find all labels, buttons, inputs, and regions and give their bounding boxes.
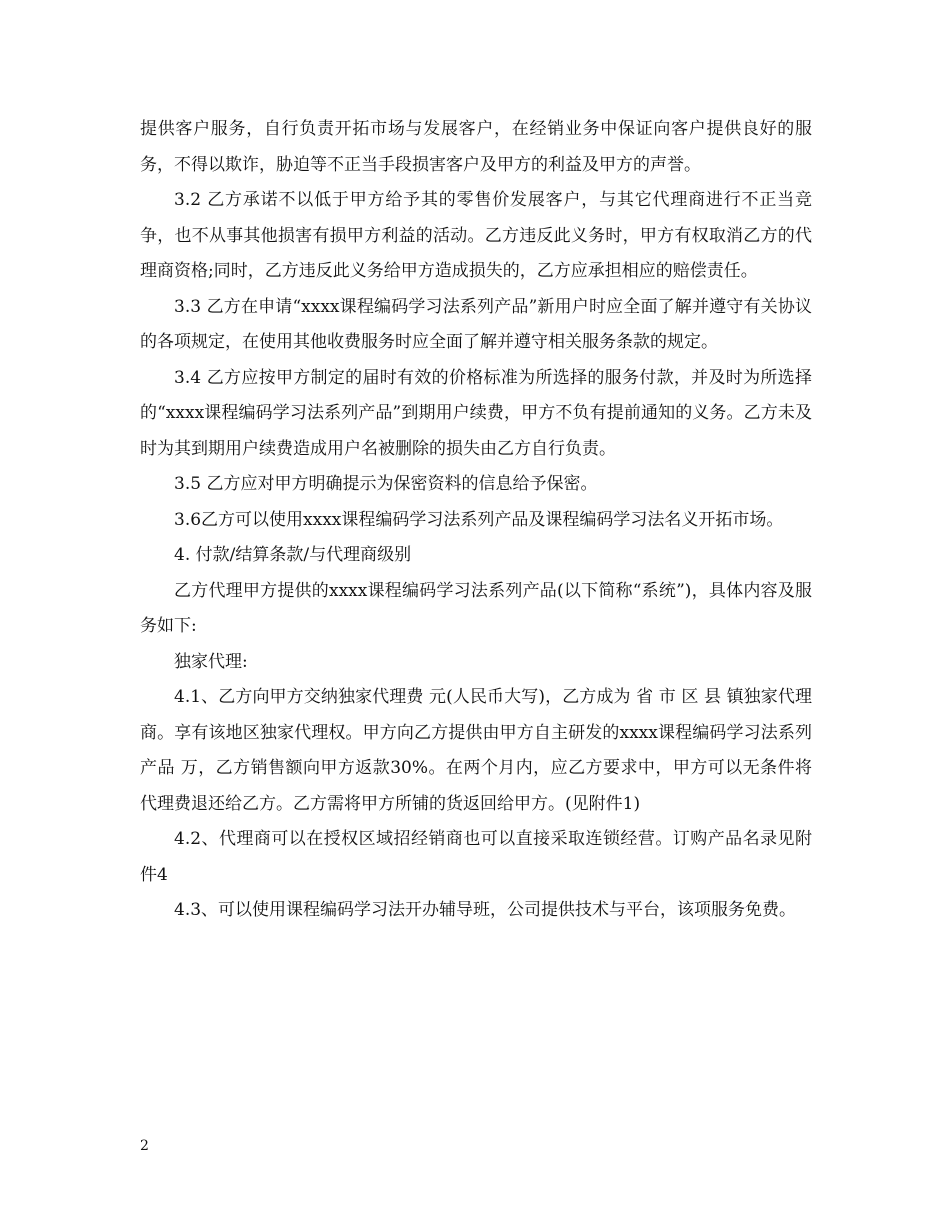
paragraph-3-5: 3.5 乙方应对甲方明确提示为保密资料的信息给予保密。 <box>174 474 598 494</box>
paragraph-3-4: 3.4 乙方应按甲方制定的届时有效的价格标准为所选择的服务付款，并及时为所选择的“xxxx课程编码学习法系列产品”到期用户续费，甲方不负有提前通知的义务。乙方未及时为其到期用户续费造成用户名被删除的损失由乙方自行负责。 <box>140 367 812 459</box>
paragraph-4-1: 4.1、乙方向甲方交纳独家代理费 元(人民币大写)，乙方成为 省 市 区 县 镇独家代理商。享有该地区独家代理权。甲方向乙方提供由甲方自主研发的xxxx课程编码学习法系列产品 万，乙方销售额向甲方返款30%。在两个月内，应乙方要求中，甲方可以无条件将代理费退还给乙方。乙方需将甲方所铺的货返回给甲方。(见附件1) <box>140 687 812 814</box>
subheading-exclusive-agency: 独家代理: <box>174 651 248 672</box>
paragraph-4-2: 4.2、代理商可以在授权区域招经销商也可以直接采取连锁经营。订购产品名录见附件4 <box>140 829 812 885</box>
paragraph-service-continuation: 提供客户服务，自行负责开拓市场与发展客户，在经销业务中保证向客户提供良好的服务，不得以欺诈，胁迫等不正当手段损害客户及甲方的利益及甲方的声誉。 <box>140 119 812 175</box>
section-heading-4: 4. 付款/结算条款/与代理商级别 <box>174 545 412 565</box>
paragraph-4-3: 4.3、可以使用课程编码学习法开办辅导班，公司提供技术与平台，该项服务免费。 <box>174 900 797 920</box>
paragraph-4-intro: 乙方代理甲方提供的xxxx课程编码学习法系列产品(以下简称“系统”)，具体内容及服务如下: <box>140 580 812 636</box>
document-body <box>140 112 812 929</box>
paragraph-3-6: 3.6乙方可以使用xxxx课程编码学习法系列产品及课程编码学习法名义开拓市场。 <box>174 509 784 530</box>
paragraph-3-3: 3.3 乙方在申请“xxxx课程编码学习法系列产品”新用户时应全面了解并遵守有关协议的各项规定，在使用其他收费服务时应全面了解并遵守相关服务条款的规定。 <box>140 296 812 352</box>
paragraph-3-2: 3.2 乙方承诺不以低于甲方给予其的零售价发展客户，与其它代理商进行不正当竞争，也不从事其他损害有损甲方利益的活动。乙方违反此义务时，甲方有权取消乙方的代理商资格;同时，乙方违反此义务给甲方造成损失的，乙方应承担相应的赔偿责任。 <box>140 190 812 281</box>
page-number: 2 <box>140 1138 149 1154</box>
